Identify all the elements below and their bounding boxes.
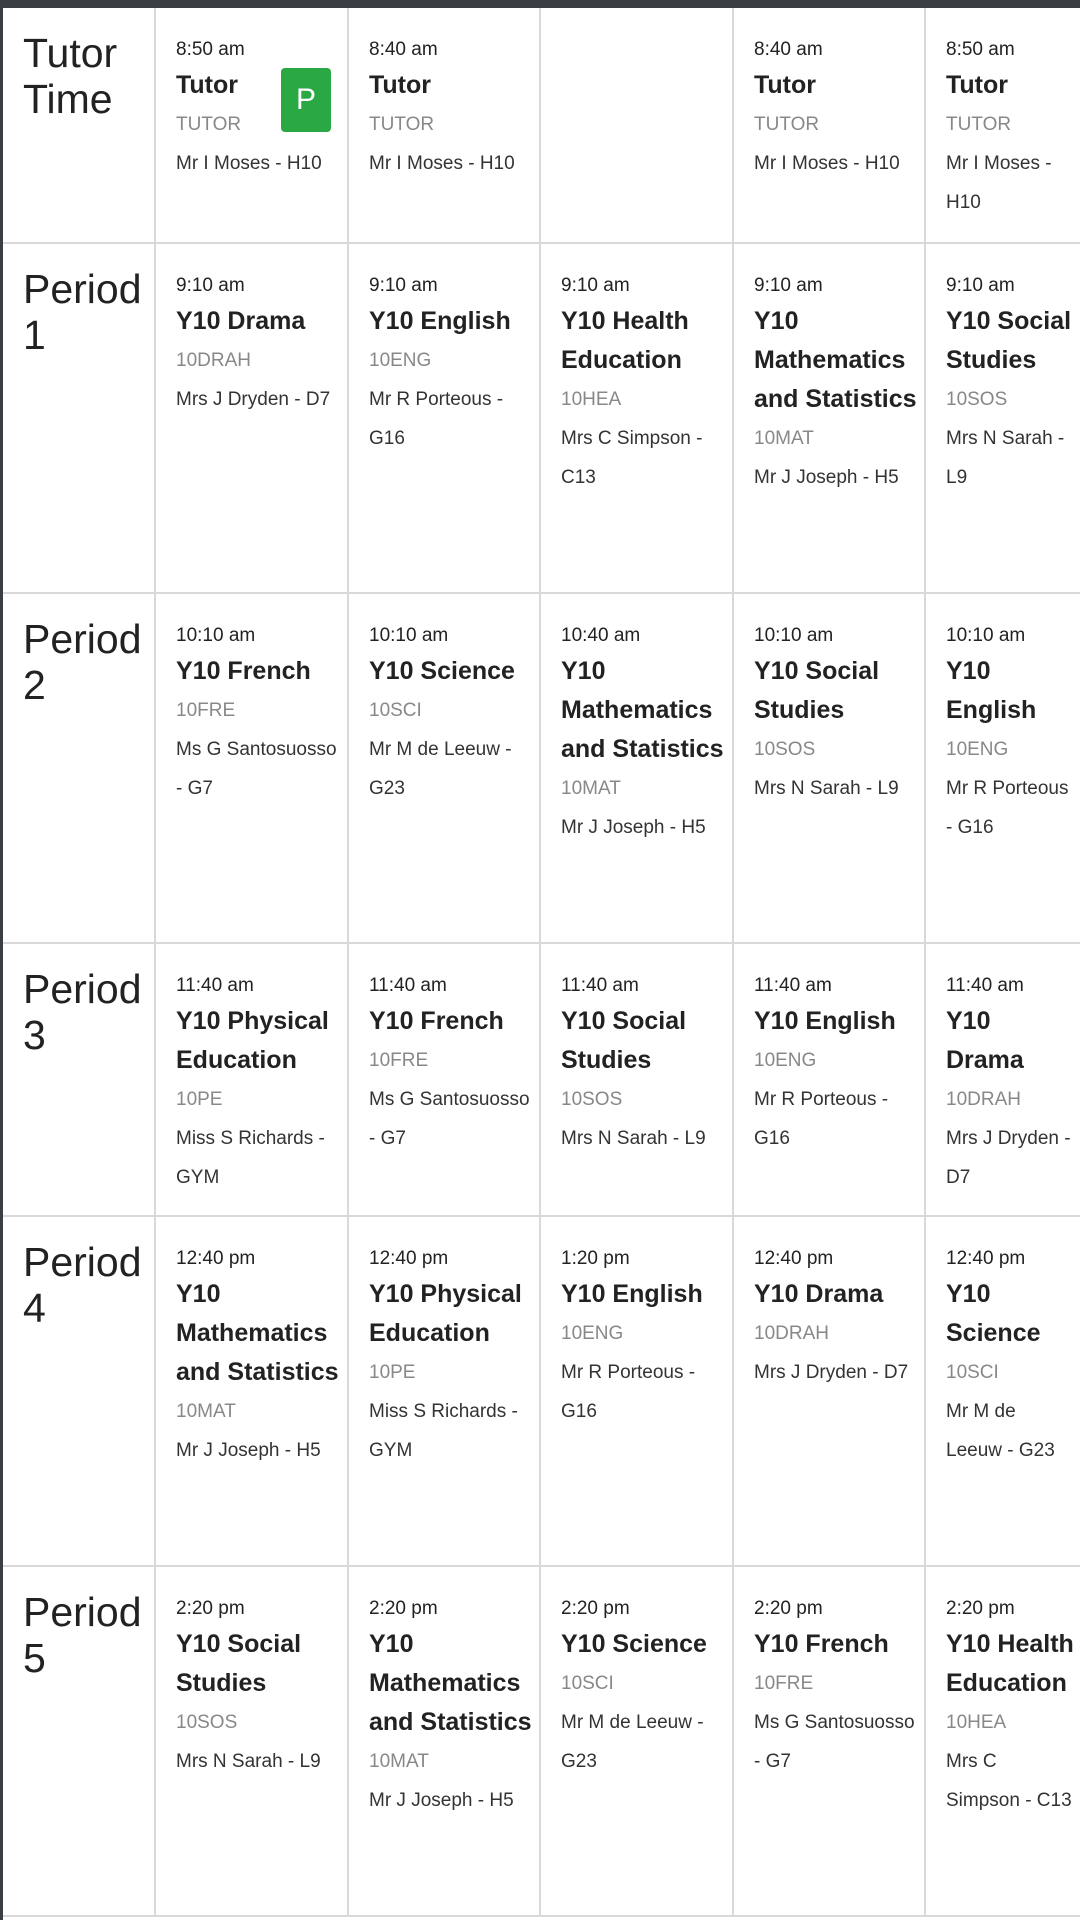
- lesson-teacher-room: Miss S Richards - GYM: [369, 1401, 518, 1461]
- lesson-time: 11:40 am: [946, 975, 1024, 996]
- lesson[interactable]: [369, 271, 533, 458]
- lesson[interactable]: [176, 621, 341, 808]
- lesson-cell[interactable]: [734, 944, 926, 1215]
- lesson-cell[interactable]: [156, 8, 349, 242]
- lesson-subject: Y10 Mathematics and Statistics: [561, 657, 724, 763]
- lesson-time: 8:50 am: [946, 39, 1015, 60]
- lesson[interactable]: [561, 1594, 726, 1781]
- lesson-cell[interactable]: [734, 8, 926, 242]
- lesson-subject: Y10 English: [946, 657, 1037, 724]
- lesson[interactable]: [176, 971, 341, 1197]
- lesson-subject: Y10 Physical Education: [176, 1007, 329, 1074]
- lesson-cell[interactable]: [734, 1567, 926, 1915]
- lesson-time: 9:10 am: [369, 275, 438, 296]
- lesson[interactable]: [946, 621, 1074, 847]
- lesson[interactable]: [754, 1594, 918, 1781]
- lesson-teacher-room: Miss S Richards - GYM: [176, 1128, 325, 1188]
- lesson-code: 10FRE: [369, 1050, 429, 1071]
- lesson-subject: Tutor: [754, 71, 817, 99]
- lesson[interactable]: [369, 971, 533, 1158]
- period-header-cell: [3, 594, 156, 942]
- lesson[interactable]: [946, 35, 1074, 222]
- lesson[interactable]: [946, 271, 1074, 497]
- lesson[interactable]: [946, 1594, 1074, 1820]
- period-header-cell: [3, 944, 156, 1215]
- lesson-teacher-room: Mr J Joseph - H5: [561, 817, 706, 838]
- lesson-teacher-room: Mr R Porteous - G16: [946, 778, 1069, 838]
- lesson[interactable]: [369, 1244, 533, 1470]
- lesson-code: 10SOS: [754, 739, 816, 760]
- timetable-row-period-5: [3, 1567, 1080, 1917]
- lesson-code: 10HEA: [946, 1712, 1007, 1733]
- lesson-subject: Y10 Science: [369, 657, 515, 685]
- lesson-code: 10SCI: [561, 1673, 614, 1694]
- lesson-cell[interactable]: [926, 1217, 1080, 1565]
- lesson-cell[interactable]: [156, 244, 349, 592]
- lesson-teacher-room: Mrs J Dryden - D7: [176, 389, 331, 410]
- lesson-code: TUTOR: [754, 114, 820, 135]
- lesson-subject: Y10 Health Education: [946, 1630, 1074, 1697]
- lesson-subject: Y10 Drama: [754, 1280, 884, 1308]
- lesson-time: 1:20 pm: [561, 1248, 630, 1269]
- lesson-code: 10ENG: [369, 350, 432, 371]
- lesson-subject: Y10 Science: [561, 1630, 707, 1658]
- lesson-subject: Y10 Science: [946, 1280, 1041, 1347]
- lesson-code: 10SOS: [946, 389, 1008, 410]
- timetable-row-period-1: [3, 244, 1080, 594]
- lesson-cell[interactable]: [926, 1567, 1080, 1915]
- lesson-teacher-room: Mr J Joseph - H5: [176, 1440, 321, 1461]
- lesson-subject: Y10 Mathematics and Statistics: [369, 1630, 532, 1736]
- lesson-subject: Y10 Social Studies: [946, 307, 1072, 374]
- top-bar: [0, 0, 1080, 8]
- lesson-time: 10:10 am: [946, 625, 1026, 646]
- lesson[interactable]: [561, 971, 726, 1158]
- lesson[interactable]: [369, 1594, 533, 1820]
- lesson-code: 10SCI: [946, 1362, 999, 1383]
- lesson-cell[interactable]: [156, 1217, 349, 1565]
- lesson-teacher-room: Mrs N Sarah - L9: [176, 1751, 321, 1772]
- lesson-time: 12:40 pm: [176, 1248, 256, 1269]
- lesson-code: 10HEA: [561, 389, 622, 410]
- lesson[interactable]: [176, 1594, 341, 1781]
- lesson-teacher-room: Mr I Moses - H10: [369, 153, 515, 174]
- lesson-teacher-room: Mr R Porteous - G16: [561, 1362, 696, 1422]
- timetable-row-period-2: [3, 594, 1080, 944]
- period-label: Period 4: [23, 1239, 142, 1331]
- lesson[interactable]: [946, 971, 1074, 1197]
- lesson-teacher-room: Ms G Santosuosso - G7: [754, 1712, 915, 1772]
- empty-lesson-cell: [541, 8, 734, 242]
- lesson[interactable]: [946, 1244, 1074, 1470]
- lesson[interactable]: [754, 621, 918, 808]
- lesson-teacher-room: Mr M de Leeuw - G23: [369, 739, 512, 799]
- lesson-time: 9:10 am: [176, 275, 245, 296]
- lesson-cell[interactable]: [541, 944, 734, 1215]
- lesson-time: 8:50 am: [176, 39, 245, 60]
- lesson-teacher-room: Mr I Moses - H10: [946, 153, 1052, 213]
- lesson-time: 2:20 pm: [176, 1598, 245, 1619]
- timetable-row-period-4: [3, 1217, 1080, 1567]
- lesson-subject: Tutor: [369, 71, 432, 99]
- lesson-subject: Y10 Drama: [946, 1007, 1024, 1074]
- period-header-cell: [3, 1567, 156, 1915]
- lesson-code: 10ENG: [561, 1323, 624, 1344]
- period-header-cell: [3, 244, 156, 592]
- lesson-subject: Y10 Social Studies: [754, 657, 880, 724]
- lesson[interactable]: [754, 271, 918, 497]
- lesson-teacher-room: Mr M de Leeuw - G23: [561, 1712, 704, 1772]
- lesson-cell[interactable]: [156, 1567, 349, 1915]
- period-header-cell: [3, 1217, 156, 1565]
- lesson[interactable]: [754, 1244, 918, 1392]
- lesson-teacher-room: Mrs J Dryden - D7: [946, 1128, 1071, 1188]
- lesson-teacher-room: Mr I Moses - H10: [754, 153, 900, 174]
- lesson-teacher-room: Ms G Santosuosso - G7: [176, 739, 337, 799]
- lesson-subject: Y10 Mathematics and Statistics: [176, 1280, 339, 1386]
- period-label: Period 2: [23, 616, 142, 708]
- lesson-subject: Y10 Physical Education: [369, 1280, 522, 1347]
- lesson-code: 10MAT: [176, 1401, 236, 1422]
- lesson-time: 10:10 am: [754, 625, 834, 646]
- lesson-subject: Tutor: [176, 71, 239, 99]
- lesson[interactable]: [561, 1244, 726, 1431]
- lesson-subject: Y10 French: [369, 1007, 504, 1035]
- lesson-teacher-room: Mr R Porteous - G16: [754, 1089, 889, 1149]
- lesson-subject: Y10 Drama: [176, 307, 306, 335]
- period-label: Period 3: [23, 966, 142, 1058]
- lesson-subject: Y10 Health Education: [561, 307, 689, 374]
- lesson-code: 10DRAH: [176, 350, 251, 371]
- lesson-code: 10ENG: [946, 739, 1009, 760]
- lesson-subject: Y10 English: [754, 1007, 896, 1035]
- lesson[interactable]: [561, 621, 726, 847]
- lesson-subject: Y10 Social Studies: [561, 1007, 687, 1074]
- lesson-code: 10SCI: [369, 700, 422, 721]
- lesson-time: 2:20 pm: [369, 1598, 438, 1619]
- lesson-time: 8:40 am: [754, 39, 823, 60]
- lesson-cell[interactable]: [926, 8, 1080, 242]
- timetable-row-tutor-time: [3, 8, 1080, 244]
- lesson[interactable]: [561, 271, 726, 497]
- lesson-time: 2:20 pm: [561, 1598, 630, 1619]
- lesson[interactable]: [369, 621, 533, 808]
- lesson-cell[interactable]: [926, 944, 1080, 1215]
- lesson-code: 10PE: [176, 1089, 223, 1110]
- lesson-time: 10:10 am: [369, 625, 449, 646]
- lesson-code: TUTOR: [176, 114, 242, 135]
- lesson-code: 10PE: [369, 1362, 416, 1383]
- lesson-time: 11:40 am: [561, 975, 639, 996]
- lesson-time: 10:10 am: [176, 625, 256, 646]
- lesson-teacher-room: Mrs N Sarah - L9: [561, 1128, 706, 1149]
- lesson-cell[interactable]: [926, 594, 1080, 942]
- lesson-code: 10ENG: [754, 1050, 817, 1071]
- lesson-teacher-room: Mrs J Dryden - D7: [754, 1362, 909, 1383]
- lesson-cell[interactable]: [349, 244, 541, 592]
- lesson[interactable]: [369, 35, 533, 183]
- lesson-cell[interactable]: [349, 8, 541, 242]
- period-label: Period 5: [23, 1589, 142, 1681]
- lesson-cell[interactable]: [734, 1217, 926, 1565]
- present-badge: P: [281, 68, 331, 132]
- lesson-cell[interactable]: [734, 244, 926, 592]
- lesson-time: 11:40 am: [369, 975, 447, 996]
- timetable-row-period-3: [3, 944, 1080, 1217]
- lesson-code: TUTOR: [369, 114, 435, 135]
- lesson-code: 10FRE: [176, 700, 236, 721]
- lesson-teacher-room: Ms G Santosuosso - G7: [369, 1089, 530, 1149]
- lesson-teacher-room: Mrs N Sarah - L9: [754, 778, 899, 799]
- lesson-cell[interactable]: [156, 944, 349, 1215]
- lesson-subject: Y10 English: [561, 1280, 703, 1308]
- lesson-teacher-room: Mr R Porteous - G16: [369, 389, 504, 449]
- period-label: Period 1: [23, 266, 142, 358]
- lesson-cell[interactable]: [541, 1567, 734, 1915]
- lesson-cell[interactable]: [349, 1217, 541, 1565]
- lesson-cell[interactable]: [541, 244, 734, 592]
- period-header-cell: [3, 8, 156, 242]
- lesson-cell[interactable]: [734, 594, 926, 942]
- lesson-teacher-room: Mr M de Leeuw - G23: [946, 1401, 1055, 1461]
- lesson[interactable]: [176, 1244, 341, 1470]
- lesson-subject: Y10 English: [369, 307, 511, 335]
- lesson[interactable]: [754, 35, 918, 183]
- lesson-code: TUTOR: [946, 114, 1012, 135]
- lesson-code: 10SOS: [176, 1712, 238, 1733]
- lesson-time: 12:40 pm: [754, 1248, 834, 1269]
- lesson-time: 2:20 pm: [946, 1598, 1015, 1619]
- lesson-time: 12:40 pm: [946, 1248, 1026, 1269]
- lesson-subject: Y10 French: [754, 1630, 889, 1658]
- timetable-grid: [3, 8, 1080, 1918]
- lesson-teacher-room: Mr J Joseph - H5: [369, 1790, 514, 1811]
- lesson-code: 10FRE: [754, 1673, 814, 1694]
- lesson-teacher-room: Mrs C Simpson - C13: [946, 1751, 1072, 1811]
- lesson-cell[interactable]: [541, 594, 734, 942]
- lesson-cell[interactable]: [349, 594, 541, 942]
- lesson-subject: Tutor: [946, 71, 1009, 99]
- lesson-code: 10MAT: [561, 778, 621, 799]
- lesson-teacher-room: Mrs N Sarah - L9: [946, 428, 1065, 488]
- lesson-code: 10MAT: [754, 428, 814, 449]
- lesson-time: 8:40 am: [369, 39, 438, 60]
- lesson-time: 9:10 am: [946, 275, 1015, 296]
- lesson-teacher-room: Mrs C Simpson - C13: [561, 428, 703, 488]
- lesson-subject: Y10 French: [176, 657, 311, 685]
- lesson-cell[interactable]: [349, 944, 541, 1215]
- lesson-code: 10SOS: [561, 1089, 623, 1110]
- lesson-time: 2:20 pm: [754, 1598, 823, 1619]
- lesson-teacher-room: Mr I Moses - H10: [176, 153, 322, 174]
- lesson[interactable]: [754, 971, 918, 1158]
- period-label: Tutor Time: [23, 30, 118, 122]
- lesson-cell[interactable]: [541, 1217, 734, 1565]
- lesson-time: 12:40 pm: [369, 1248, 449, 1269]
- lesson[interactable]: [176, 271, 341, 419]
- lesson-time: 11:40 am: [176, 975, 254, 996]
- lesson-time: 9:10 am: [754, 275, 823, 296]
- lesson-cell[interactable]: [349, 1567, 541, 1915]
- lesson-cell[interactable]: [926, 244, 1080, 592]
- lesson-time: 11:40 am: [754, 975, 832, 996]
- lesson-teacher-room: Mr J Joseph - H5: [754, 467, 899, 488]
- lesson-cell[interactable]: [156, 594, 349, 942]
- lesson-time: 10:40 am: [561, 625, 641, 646]
- lesson-subject: Y10 Mathematics and Statistics: [754, 307, 917, 413]
- lesson-time: 9:10 am: [561, 275, 630, 296]
- lesson-code: 10DRAH: [946, 1089, 1021, 1110]
- lesson-code: 10DRAH: [754, 1323, 829, 1344]
- lesson-code: 10MAT: [369, 1751, 429, 1772]
- lesson-subject: Y10 Social Studies: [176, 1630, 302, 1697]
